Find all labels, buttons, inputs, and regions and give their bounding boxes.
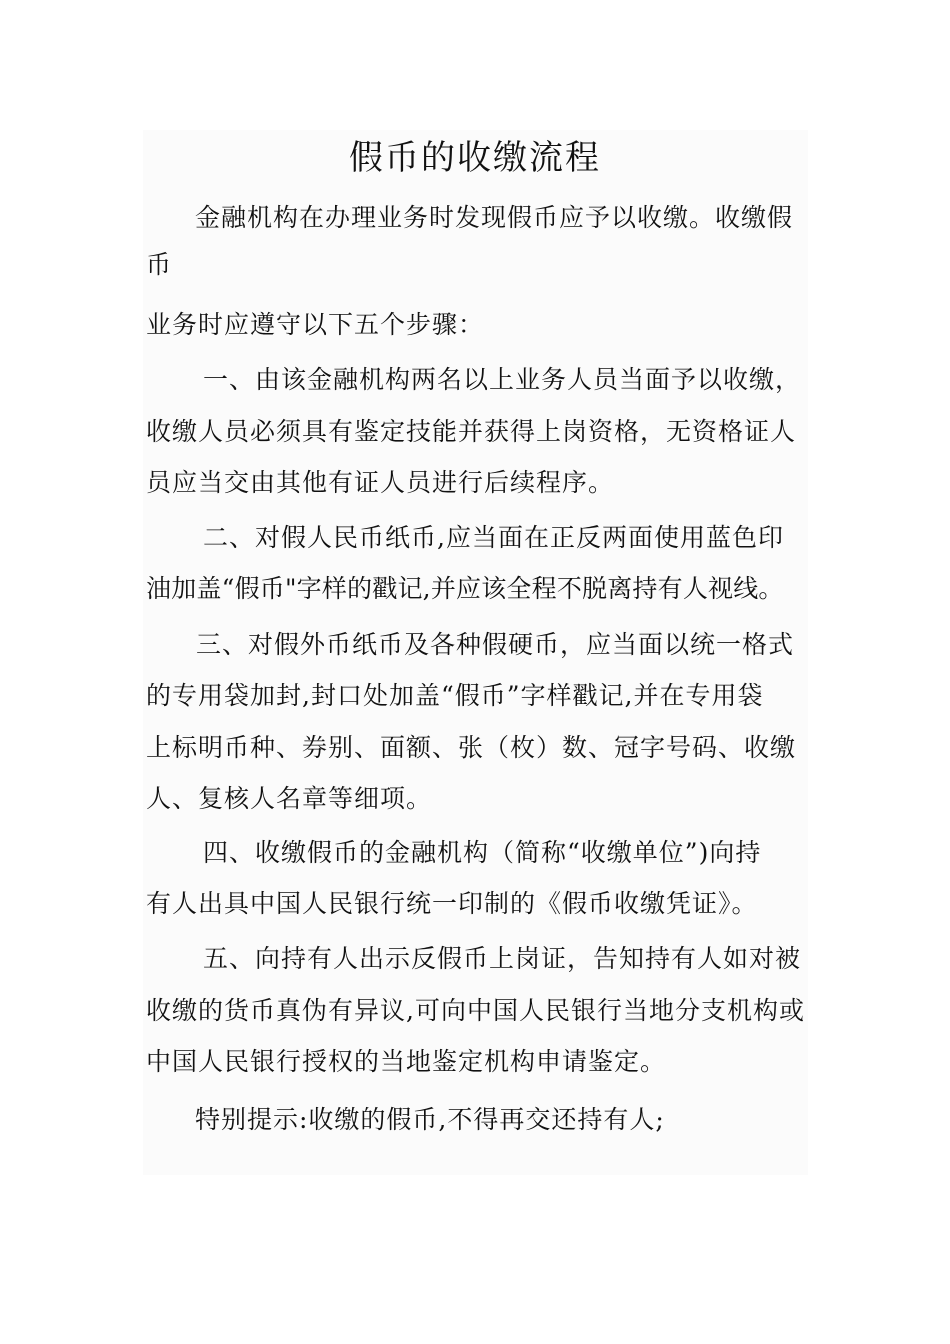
intro-line-1: 金融机构在办理业务时发现假币应予以收缴。收缴假: [195, 203, 794, 232]
step-3-line-2: 的专用袋加封,封口处加盖“假币”字样戳记,并在专用袋: [146, 681, 764, 710]
step-3-line-3: 上标明币种、券别、面额、张（枚）数、冠字号码、收缴: [146, 733, 797, 762]
step-5-line-1: 五、向持有人出示反假币上岗证，告知持有人如对被: [203, 944, 802, 973]
step-1-line-3: 员应当交由其他有证人员进行后续程序。: [146, 468, 615, 497]
step-2-line-1: 二、对假人民币纸币,应当面在正反两面使用蓝色印: [203, 523, 784, 552]
step-5-line-3: 中国人民银行授权的当地鉴定机构申请鉴定。: [146, 1047, 667, 1076]
step-1-line-2: 收缴人员必须具有鉴定技能并获得上岗资格，无资格证人: [146, 417, 797, 446]
step-3-line-1: 三、对假外币纸币及各种假硬币，应当面以统一格式: [196, 630, 795, 659]
step-2-line-2: 油加盖“假币"字样的戳记,并应该全程不脱离持有人视线。: [146, 574, 784, 603]
step-4-line-1: 四、收缴假币的金融机构（简称“收缴单位”)向持: [203, 838, 762, 867]
intro-line-3: 业务时应遵守以下五个步骤：: [146, 310, 485, 339]
document-title: 假币的收缴流程: [349, 138, 601, 178]
special-note: 特别提示:收缴的假币,不得再交还持有人;: [195, 1105, 665, 1134]
step-5-line-2: 收缴的货币真伪有异议,可向中国人民银行当地分支机构或: [146, 996, 805, 1025]
step-3-line-4: 人、复核人名章等细项。: [146, 784, 433, 813]
intro-line-2: 币: [146, 250, 173, 279]
step-4-line-2: 有人出具中国人民银行统一印制的《假币收缴凭证》。: [146, 889, 758, 918]
step-1-line-1: 一、由该金融机构两名以上业务人员当面予以收缴，: [203, 365, 802, 394]
